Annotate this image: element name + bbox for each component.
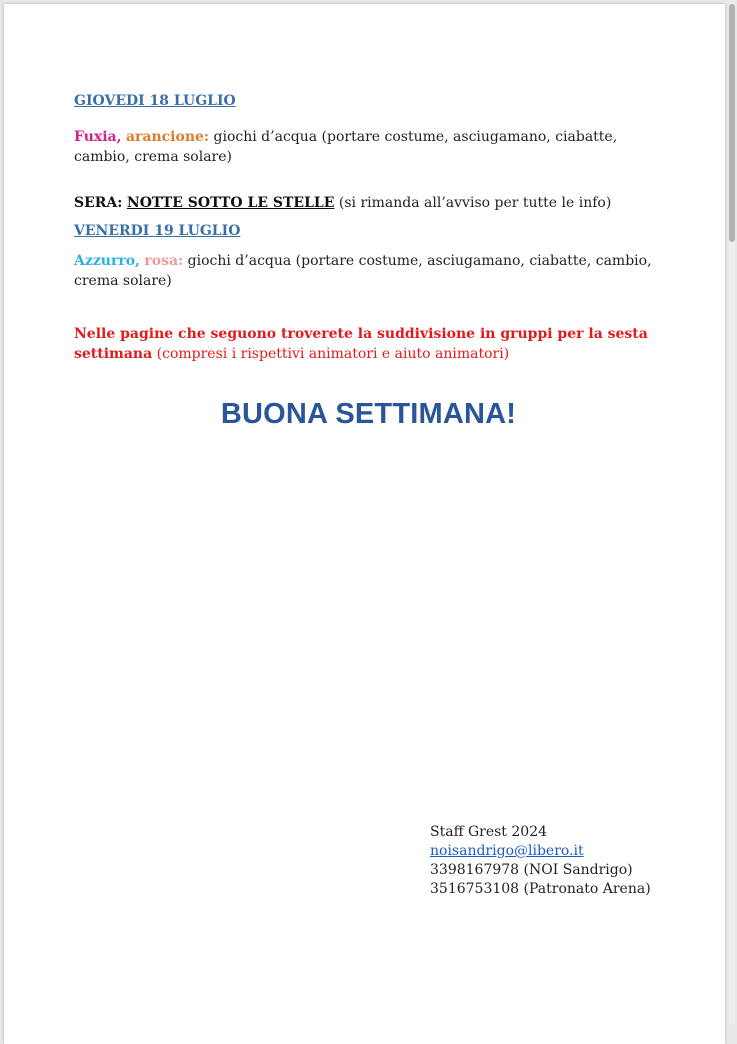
contact-block [430, 823, 651, 899]
groups-notice [74, 324, 648, 364]
day-heading-thursday [74, 91, 236, 111]
notice-bold-text-cont: settimana [74, 346, 153, 362]
email-link[interactable]: noisandrigo@libero.it [430, 843, 584, 859]
scrollbar-thumb[interactable] [729, 4, 735, 242]
activity-text-cont: cambio, crema solare) [74, 149, 232, 165]
color-group-arancione: arancione: [125, 129, 210, 145]
activity-text: giochi d’acqua (portare costume, asciugamano, ciabatte, [209, 129, 618, 145]
color-group-azzurro: Azzurro, [74, 253, 140, 269]
thursday-evening [74, 193, 611, 213]
closing-title: BUONA SETTIMANA! [220, 398, 517, 430]
day-heading-text: GIOVEDI 18 LUGLIO [74, 93, 236, 109]
scrollbar[interactable] [729, 0, 735, 1024]
color-group-rosa: rosa: [144, 253, 184, 269]
notice-bold-text: Nelle pagine che seguono troverete la suddivisione in gruppi per la sesta [74, 326, 648, 342]
thursday-activity [74, 127, 617, 167]
evening-label: SERA: [74, 195, 123, 211]
evening-note: (si rimanda all’avviso per tutte le info) [334, 195, 612, 211]
evening-event: NOTTE SOTTO LE STELLE [126, 195, 335, 211]
friday-activity [74, 251, 652, 291]
activity-text: giochi d’acqua (portare costume, asciugamano, ciabatte, cambio, [183, 253, 652, 269]
activity-text-cont: crema solare) [74, 273, 172, 289]
day-heading-friday [74, 221, 240, 241]
day-heading-text: VENERDI 19 LUGLIO [74, 223, 241, 239]
phone-patronato-arena: 3516753108 (Patronato Arena) [430, 881, 651, 897]
notice-plain-text: (compresi i rispettivi animatori e aiuto animatori) [152, 346, 510, 362]
staff-label: Staff Grest 2024 [430, 824, 548, 840]
color-group-fuxia: Fuxia, [74, 129, 122, 145]
phone-noi-sandrigo: 3398167978 (NOI Sandrigo) [430, 862, 633, 878]
